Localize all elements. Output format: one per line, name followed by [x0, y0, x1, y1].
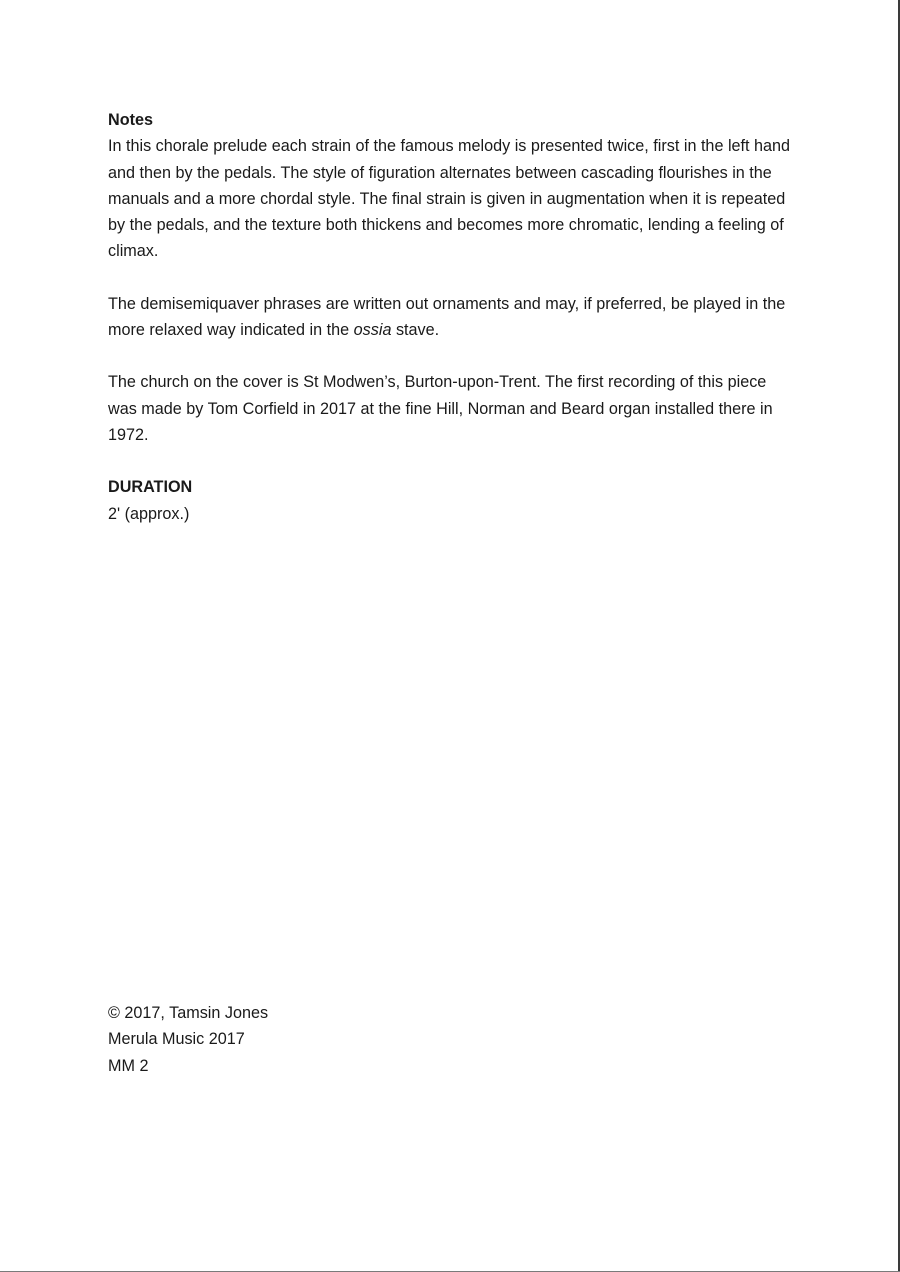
notes-paragraph-3: The church on the cover is St Modwen’s, Burton-upon-Trent. The first recording of this piece was made by Tom Corfield in 2017 at the fine Hill, Norman and Beard organ installed there in 1972.	[108, 373, 773, 444]
duration-heading: DURATION	[108, 478, 193, 497]
ossia-term: ossia	[353, 321, 392, 340]
publication-footer	[108, 1000, 268, 1079]
publisher-line: Merula Music 2017	[108, 1030, 245, 1049]
duration-value: 2' (approx.)	[108, 504, 190, 523]
notes-paragraph-2-text-b: stave.	[391, 321, 440, 340]
notes-paragraph-2	[108, 291, 798, 344]
catalogue-number: MM 2	[108, 1056, 149, 1075]
notes-paragraph-2-text-a: The demisemiquaver phrases are written out ornaments and may, if preferred, be played in the more relaxed way indicated in the	[108, 294, 786, 340]
notes-heading: Notes	[108, 111, 153, 129]
notes-paragraph-1: In this chorale prelude each strain of the famous melody is presented twice, first in the left hand and then by the pedals. The style of figuration alternates between cascading flourishes in the manuals and a more chordal style. The final strain is given in augmentation when it is repeated by the pedals, and the texture both thickens and becomes more chromatic, lending a feeling of climax.	[108, 137, 791, 261]
copyright-line: © 2017, Tamsin Jones	[108, 1004, 269, 1022]
notes-section	[108, 107, 798, 553]
